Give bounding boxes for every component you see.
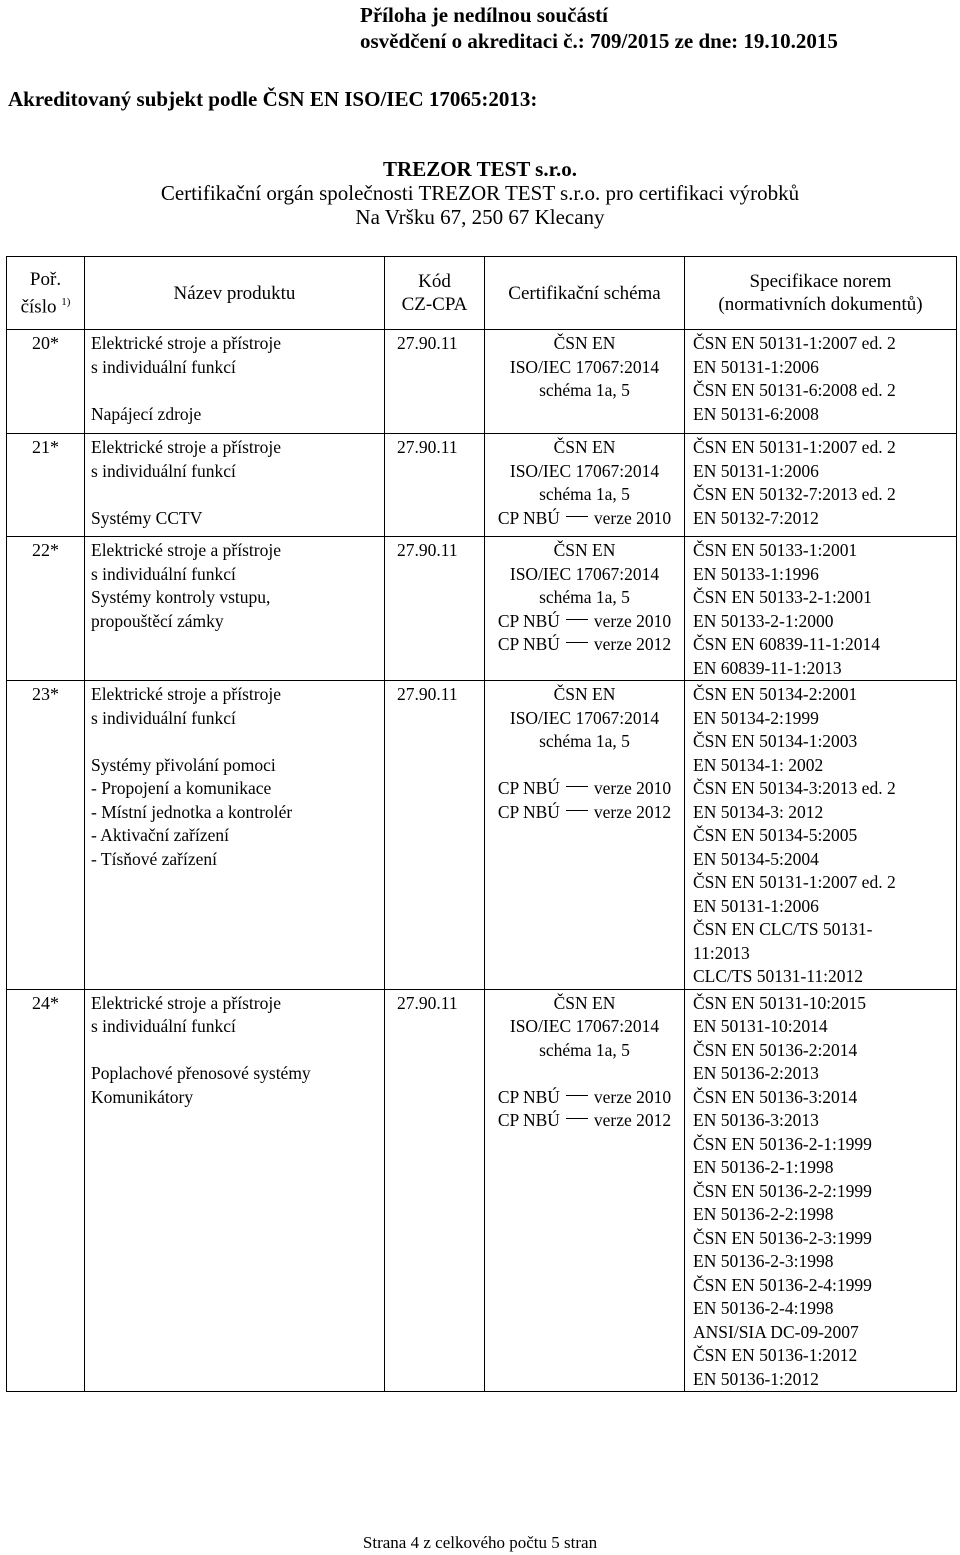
standard-reference: ČSN EN 50133-1:2001: [693, 540, 858, 560]
standard-reference: EN 60839-11-1:2013: [693, 657, 842, 678]
product-name-cell: [85, 989, 385, 1392]
standards-spec-cell: [685, 434, 957, 537]
cp-nbu-version-line: [485, 1086, 684, 1110]
dash-separator: [566, 786, 588, 787]
standard-reference: ČSN EN 50136-2-1:1999: [693, 1133, 872, 1154]
accreditation-certificate-line: osvědčení o akreditaci č.: 709/2015 ze dne: 19.10.2015: [360, 29, 838, 53]
table-row: [7, 330, 957, 434]
scheme-line: ISO/IEC 17067:2014: [509, 1016, 660, 1036]
product-name-line: [91, 379, 384, 403]
table-row: [7, 537, 957, 681]
cp-nbu-version-line: [485, 801, 684, 825]
cp-nbu-version-line: [485, 777, 684, 801]
product-name-line: - Tísňové zařízení: [91, 848, 218, 869]
standard-reference: EN 50131-1:2006: [693, 356, 819, 377]
scheme-line: ČSN EN: [553, 992, 616, 1013]
page-footer: Strana 4 z celkového počtu 5 stran: [362, 1533, 598, 1552]
product-name-line: Systémy kontroly vstupu,: [91, 587, 271, 607]
standard-reference: EN 50131-6:2008: [693, 403, 819, 424]
standard-reference: EN 50136-2-3:1998: [693, 1251, 834, 1271]
scheme-line: schéma 1a, 5: [539, 380, 630, 400]
organization-name: TREZOR TEST s.r.o.: [383, 157, 577, 181]
standards-spec-cell: [685, 681, 957, 990]
standard-reference: EN 50132-7:2012: [693, 507, 819, 528]
standard-reference: ČSN EN 50134-3:2013 ed. 2: [693, 778, 896, 798]
standard-reference: ČSN EN 50132-7:2013 ed. 2: [693, 484, 896, 504]
product-name-line: Systémy CCTV: [91, 507, 203, 528]
standard-reference: EN 50136-2-1:1998: [693, 1157, 834, 1177]
product-name-line: Elektrické stroje a přístroje: [91, 437, 281, 457]
cp-version-word: verze: [593, 778, 632, 798]
standard-reference: ČSN EN 50131-1:2007 ed. 2: [693, 437, 896, 457]
cp-nbu-label: CP NBÚ: [497, 801, 560, 822]
dash-separator: [566, 619, 588, 620]
cp-version-year: 2012: [636, 634, 672, 654]
standard-reference: EN 50134-5:2004: [693, 848, 819, 869]
header-spec-line1: Specifikace norem: [749, 271, 892, 292]
cp-nbu-version-line: [485, 507, 684, 531]
scheme-line: schéma 1a, 5: [539, 484, 630, 504]
product-name-line: s individuální funkcí: [91, 1016, 236, 1036]
product-name-line: Elektrické stroje a přístroje: [91, 684, 281, 704]
certification-scheme-cell: [485, 434, 685, 537]
cp-version-year: 2010: [636, 778, 672, 798]
standard-reference: ČSN EN 50136-1:2012: [693, 1345, 858, 1365]
standards-spec-cell: [685, 989, 957, 1392]
cp-version-year: 2012: [636, 801, 672, 822]
header-product-name: Název produktu: [85, 257, 385, 330]
standard-reference: ČSN EN 50134-1:2003: [693, 731, 858, 751]
product-name-line: Komunikátory: [91, 1086, 194, 1107]
cp-nbu-version-line: [485, 633, 684, 657]
standard-reference: ČSN EN 50131-6:2008 ed. 2: [693, 380, 896, 400]
cp-version-word: verze: [593, 1086, 632, 1107]
product-name-cell: [85, 537, 385, 681]
certification-body-line: Certifikační orgán společnosti TREZOR TEST s.r.o. pro certifikaci výrobků: [160, 181, 800, 205]
standard-reference: EN 50134-1: 2002: [693, 754, 824, 775]
standard-reference: EN 50136-2:2013: [693, 1063, 819, 1083]
order-number-cell: 24*: [7, 989, 85, 1392]
product-name-cell: [85, 681, 385, 990]
product-name-cell: [85, 434, 385, 537]
dash-separator: [566, 810, 588, 811]
product-name-line: Elektrické stroje a přístroje: [91, 333, 281, 353]
dash-separator: [566, 516, 588, 517]
cz-cpa-code-cell: 27.90.11: [385, 434, 485, 537]
header-certification-scheme: Certifikační schéma: [485, 257, 685, 330]
cp-nbu-label: CP NBÚ: [497, 610, 560, 631]
cp-nbu-version-line: [485, 610, 684, 634]
scheme-line: ČSN EN: [553, 333, 616, 353]
scheme-line: schéma 1a, 5: [539, 731, 630, 751]
certification-scheme-cell: [485, 989, 685, 1392]
scheme-line: ISO/IEC 17067:2014: [509, 707, 660, 728]
header-code-line1: Kód: [418, 271, 451, 292]
scheme-line: [485, 754, 684, 778]
standard-reference: CLC/TS 50131-11:2012: [693, 966, 863, 986]
certification-scheme-cell: [485, 537, 685, 681]
cp-version-word: verze: [593, 634, 632, 654]
product-name-line: - Aktivační zařízení: [91, 825, 229, 845]
product-name-line: Elektrické stroje a přístroje: [91, 540, 281, 560]
scheme-line: ISO/IEC 17067:2014: [509, 563, 660, 584]
cp-nbu-label: CP NBÚ: [497, 1110, 560, 1130]
standard-reference: EN 50131-1:2006: [693, 895, 819, 916]
product-name-line: s individuální funkcí: [91, 707, 236, 728]
order-number-cell: 21*: [7, 434, 85, 537]
scheme-line: schéma 1a, 5: [539, 587, 630, 607]
standard-reference: ČSN EN 50134-5:2005: [693, 825, 858, 845]
certification-scheme-cell: [485, 330, 685, 434]
cz-cpa-code-cell: 27.90.11: [385, 537, 485, 681]
standard-reference: ČSN EN 50136-2-3:1999: [693, 1227, 872, 1248]
standard-reference: EN 50131-10:2014: [693, 1016, 828, 1036]
standard-reference: EN 50136-1:2012: [693, 1368, 819, 1389]
product-name-line: Elektrické stroje a přístroje: [91, 992, 281, 1013]
scheme-line: ČSN EN: [553, 437, 616, 457]
standard-reference: ČSN EN 50131-1:2007 ed. 2: [693, 333, 896, 353]
cp-version-word: verze: [593, 507, 632, 528]
footnote-marker: 1): [61, 295, 71, 308]
standard-reference: ČSN EN 50136-2-2:1999: [693, 1180, 872, 1201]
scheme-line: ISO/IEC 17067:2014: [509, 460, 660, 481]
standard-reference: ČSN EN 50136-3:2014: [693, 1086, 858, 1107]
annex-title: Příloha je nedílnou součástí: [360, 3, 608, 27]
dash-separator: [566, 642, 588, 643]
product-name-line: Poplachové přenosové systémy: [91, 1063, 311, 1083]
product-name-line: - Místní jednotka a kontrolér: [91, 801, 293, 822]
standard-reference: ČSN EN 50131-10:2015: [693, 992, 867, 1013]
cp-nbu-label: CP NBÚ: [497, 778, 560, 798]
cz-cpa-code-cell: 27.90.11: [385, 681, 485, 990]
product-name-line: [91, 1039, 384, 1063]
cp-version-word: verze: [593, 801, 632, 822]
standard-reference: EN 50134-3: 2012: [693, 801, 824, 822]
scheme-line: schéma 1a, 5: [539, 1039, 630, 1060]
standard-reference: EN 50136-3:2013: [693, 1110, 819, 1130]
scheme-line: ISO/IEC 17067:2014: [509, 356, 660, 377]
table-row: [7, 434, 957, 537]
standard-reference: 11:2013: [693, 942, 750, 963]
product-name-line: Napájecí zdroje: [91, 403, 202, 424]
product-name-line: Systémy přivolání pomoci: [91, 754, 276, 775]
product-name-line: s individuální funkcí: [91, 563, 236, 584]
standard-reference: EN 50136-2-4:1998: [693, 1298, 834, 1318]
standard-reference: EN 50136-2-2:1998: [693, 1204, 834, 1224]
cp-version-year: 2010: [636, 610, 672, 631]
standard-reference: ČSN EN 50133-2-1:2001: [693, 587, 872, 607]
certification-scheme-cell: [485, 681, 685, 990]
product-name-cell: [85, 330, 385, 434]
cz-cpa-code-cell: 27.90.11: [385, 989, 485, 1392]
standard-reference: ČSN EN 50136-2-4:1999: [693, 1274, 872, 1295]
header-order-number-line2: číslo: [20, 296, 57, 318]
order-number-cell: 20*: [7, 330, 85, 434]
standards-spec-cell: [685, 330, 957, 434]
scheme-line: [485, 1062, 684, 1086]
product-name-line: s individuální funkcí: [91, 356, 236, 377]
header-code: [385, 257, 485, 330]
dash-separator: [566, 1118, 588, 1119]
cp-version-word: verze: [593, 1110, 632, 1130]
scheme-line: ČSN EN: [553, 684, 616, 704]
standard-reference: EN 50133-1:1996: [693, 563, 819, 584]
product-name-line: [91, 730, 384, 754]
header-standards-specification: [685, 257, 957, 330]
standards-spec-cell: [685, 537, 957, 681]
order-number-cell: 22*: [7, 537, 85, 681]
cp-nbu-label: CP NBÚ: [497, 634, 560, 654]
product-name-line: s individuální funkcí: [91, 460, 236, 481]
product-name-line: - Propojení a komunikace: [91, 778, 272, 798]
table-row: [7, 681, 957, 990]
standard-reference: ČSN EN 60839-11-1:2014: [693, 634, 880, 654]
standard-reference: ČSN EN 50136-2:2014: [693, 1039, 858, 1060]
header-code-line2: CZ-CPA: [401, 294, 468, 315]
table-row: [7, 989, 957, 1392]
cp-version-word: verze: [593, 610, 632, 631]
order-number-cell: 23*: [7, 681, 85, 990]
cz-cpa-code-cell: 27.90.11: [385, 330, 485, 434]
header-order-number: [7, 257, 85, 330]
accredited-subject-heading: Akreditovaný subjekt podle ČSN EN ISO/IEC 17065:2013:: [8, 87, 538, 111]
accreditation-scope-table: [6, 256, 957, 1392]
cp-nbu-label: CP NBÚ: [497, 1086, 560, 1107]
header-spec-line2: (normativních dokumentů): [718, 294, 923, 315]
standard-reference: ČSN EN 50134-2:2001: [693, 684, 858, 704]
organization-address: Na Vršku 67, 250 67 Klecany: [355, 205, 605, 229]
standard-reference: EN 50134-2:1999: [693, 707, 819, 728]
cp-nbu-version-line: [485, 1109, 684, 1133]
table-header-row: [7, 257, 957, 330]
standard-reference: EN 50131-1:2006: [693, 460, 819, 481]
product-name-line: propouštěcí zámky: [91, 610, 224, 631]
cp-version-year: 2010: [636, 1086, 672, 1107]
scheme-line: ČSN EN: [553, 540, 616, 560]
standard-reference: EN 50133-2-1:2000: [693, 610, 834, 631]
cp-nbu-label: CP NBÚ: [497, 507, 560, 528]
standard-reference: ANSI/SIA DC-09-2007: [693, 1321, 859, 1342]
standard-reference: ČSN EN CLC/TS 50131-: [693, 919, 873, 939]
product-name-line: [91, 483, 384, 507]
cp-version-year: 2010: [636, 507, 672, 528]
header-order-number-line1: Poř.: [29, 268, 62, 290]
dash-separator: [566, 1095, 588, 1096]
cp-version-year: 2012: [636, 1110, 672, 1130]
standard-reference: ČSN EN 50131-1:2007 ed. 2: [693, 872, 896, 892]
